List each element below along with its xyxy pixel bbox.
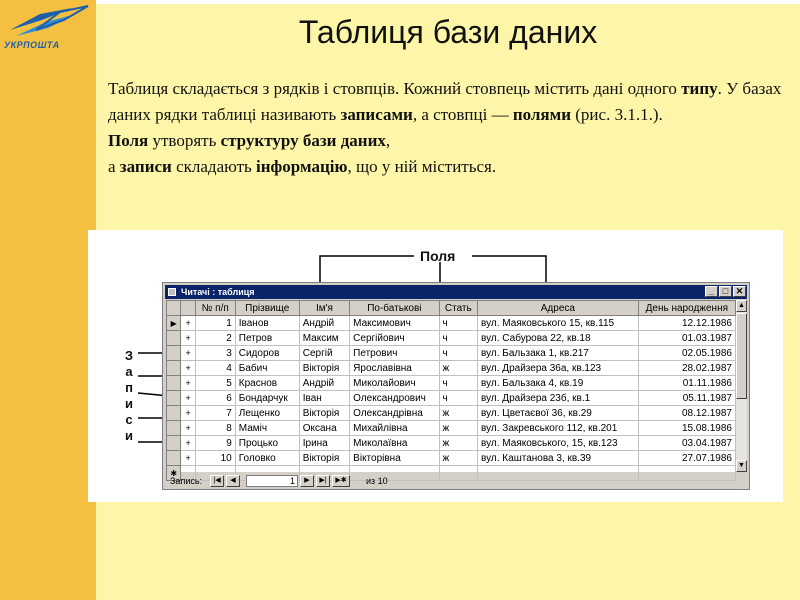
scroll-thumb[interactable] (736, 313, 747, 399)
table-cell[interactable]: ч (439, 331, 478, 346)
row-selector[interactable] (167, 376, 181, 391)
new-record-button[interactable]: ▶✱ (332, 475, 350, 487)
table-row[interactable] (167, 406, 736, 421)
table-cell[interactable]: вул. Цветаєвої 36, кв.29 (478, 406, 639, 421)
table-cell[interactable]: Вікторівна (350, 451, 439, 466)
column-header[interactable]: День народження (638, 301, 735, 316)
row-selector-header[interactable] (167, 301, 181, 316)
expand-icon[interactable]: + (181, 436, 195, 451)
records-table (166, 300, 736, 481)
column-header[interactable]: Стать (439, 301, 478, 316)
paragraph-3 (108, 154, 788, 180)
expand-icon[interactable]: + (181, 406, 195, 421)
table-cell[interactable]: вул. Бальзака 1, кв.217 (478, 346, 639, 361)
minimize-button[interactable]: _ (705, 286, 718, 297)
column-header[interactable]: № п/п (195, 301, 235, 316)
paragraph3-segment: , що у ній міститься. (347, 157, 497, 176)
records-label-letter: З (124, 348, 134, 363)
slide-title: Таблиця бази даних (298, 14, 598, 50)
new-record-marker[interactable]: ✱ (167, 466, 181, 481)
paragraph-2 (108, 128, 788, 154)
close-button[interactable]: ✕ (733, 286, 746, 297)
current-record-input[interactable]: 1 (246, 475, 298, 487)
table-cell[interactable]: Оксана (299, 421, 349, 436)
table-cell[interactable]: ч (439, 376, 478, 391)
expand-icon[interactable]: + (181, 451, 195, 466)
paragraph3-segment: записи (119, 157, 172, 176)
records-label-letter: и (125, 396, 133, 411)
table-cell[interactable]: Андрій (299, 376, 349, 391)
table-cell[interactable]: Краснов (235, 376, 299, 391)
records-label-letter: и (125, 428, 133, 443)
table-cell[interactable]: ж (439, 361, 478, 376)
table-cell[interactable]: 08.12.1987 (638, 406, 735, 421)
table-cell[interactable]: вул. Сабурова 22, кв.18 (478, 331, 639, 346)
table-cell[interactable]: Процько (235, 436, 299, 451)
records-label-letter: а (125, 364, 133, 379)
records-label (122, 348, 136, 444)
table-cell[interactable]: вул. Драйзера 36а, кв.123 (478, 361, 639, 376)
last-record-button[interactable]: ▶| (316, 475, 330, 487)
datasheet-grid (166, 300, 736, 478)
expand-icon[interactable]: + (181, 331, 195, 346)
table-cell[interactable]: 7 (195, 406, 235, 421)
table-cell[interactable]: ж (439, 436, 478, 451)
table-cell[interactable]: 1 (195, 316, 235, 331)
table-cell[interactable]: ж (439, 451, 478, 466)
table-cell[interactable]: Вікторія (299, 361, 349, 376)
table-cell[interactable]: Вікторія (299, 451, 349, 466)
table-cell[interactable]: Миколайович (350, 376, 439, 391)
row-selector[interactable]: ▶ (167, 316, 181, 331)
table-row[interactable] (167, 391, 736, 406)
table-cell[interactable]: Головко (235, 451, 299, 466)
table-cell[interactable]: Ірина (299, 436, 349, 451)
table-cell[interactable]: Олександрович (350, 391, 439, 406)
table-cell[interactable]: Вікторія (299, 406, 349, 421)
table-cell[interactable]: 03.04.1987 (638, 436, 735, 451)
table-cell[interactable]: 5 (195, 376, 235, 391)
table-cell[interactable]: ч (439, 346, 478, 361)
expander-header (181, 301, 195, 316)
table-cell[interactable]: 2 (195, 331, 235, 346)
column-header[interactable]: Прізвище (235, 301, 299, 316)
row-selector[interactable] (167, 421, 181, 436)
paragraph1-segment: типу (681, 79, 718, 98)
table-cell[interactable]: Михайлівна (350, 421, 439, 436)
column-header[interactable]: Адреса (478, 301, 639, 316)
row-selector[interactable] (167, 331, 181, 346)
table-cell[interactable]: Сергійович (350, 331, 439, 346)
record-navigator (166, 474, 746, 488)
row-selector[interactable] (167, 391, 181, 406)
table-cell[interactable]: Петрович (350, 346, 439, 361)
table-cell[interactable]: 10 (195, 451, 235, 466)
records-label-letter: п (125, 380, 133, 395)
vertical-scrollbar[interactable] (736, 300, 747, 472)
table-cell[interactable]: 6 (195, 391, 235, 406)
table-cell[interactable]: вул. Маяковського 15, кв.115 (478, 316, 639, 331)
table-row[interactable] (167, 376, 736, 391)
paragraph1-segment: , а стовпці — (412, 105, 513, 124)
paragraph3-segment: інформацію (256, 157, 348, 176)
table-cell[interactable]: 15.08.1986 (638, 421, 735, 436)
table-icon (168, 288, 176, 296)
paragraph-1 (108, 76, 788, 128)
table-cell[interactable]: Сидоров (235, 346, 299, 361)
record-count: из 10 (366, 476, 388, 486)
table-cell[interactable]: Лещенко (235, 406, 299, 421)
table-cell[interactable]: Іван (299, 391, 349, 406)
table-cell[interactable]: ж (439, 406, 478, 421)
table-cell[interactable]: вул. Бальзака 4, кв.19 (478, 376, 639, 391)
column-header[interactable]: Ім'я (299, 301, 349, 316)
left-accent-bar (0, 0, 96, 600)
record-nav-label: Запись: (170, 476, 203, 486)
paragraph2-segment: структуру бази даних (220, 131, 386, 150)
first-record-button[interactable]: |◀ (210, 475, 224, 487)
paragraph3-segment: а (108, 157, 120, 176)
table-cell[interactable]: 9 (195, 436, 235, 451)
table-cell[interactable]: Ярославівна (350, 361, 439, 376)
expand-icon[interactable]: + (181, 361, 195, 376)
paragraph2-segment: , (385, 131, 391, 150)
window-title: Читачі : таблиця (181, 287, 255, 297)
table-cell[interactable]: вул. Маяковського, 15, кв.123 (478, 436, 639, 451)
expand-icon[interactable]: + (181, 376, 195, 391)
paragraph2-segment: утворять (148, 131, 221, 150)
table-cell[interactable]: Петров (235, 331, 299, 346)
table-cell[interactable]: Бондарчук (235, 391, 299, 406)
paragraph1-segment: Таблиця складається з рядків і стовпців. Кожний стовпець містить дані одного (108, 79, 682, 98)
header-row (167, 301, 736, 316)
row-selector[interactable] (167, 346, 181, 361)
table-cell[interactable]: 27.07.1986 (638, 451, 735, 466)
table-cell[interactable]: 12.12.1986 (638, 316, 735, 331)
logo-text: УКРПОШТА (4, 40, 60, 50)
table-cell[interactable]: 01.11.1986 (638, 376, 735, 391)
table-cell[interactable]: ч (439, 391, 478, 406)
table-cell[interactable]: Миколаївна (350, 436, 439, 451)
expand-icon[interactable]: + (181, 391, 195, 406)
table-cell[interactable]: Олександрівна (350, 406, 439, 421)
table-cell[interactable]: Максим (299, 331, 349, 346)
table-cell[interactable]: Бабич (235, 361, 299, 376)
row-selector[interactable] (167, 361, 181, 376)
access-table-window (162, 282, 750, 490)
expand-icon[interactable]: + (181, 346, 195, 361)
table-row[interactable] (167, 451, 736, 466)
row-selector[interactable] (167, 406, 181, 421)
prev-record-button[interactable]: ◀ (226, 475, 240, 487)
row-selector[interactable] (167, 436, 181, 451)
table-row[interactable] (167, 436, 736, 451)
table-cell[interactable]: 3 (195, 346, 235, 361)
paragraph1-segment: полями (512, 105, 572, 124)
table-cell[interactable]: 8 (195, 421, 235, 436)
table-cell[interactable]: 01.03.1987 (638, 331, 735, 346)
paragraph1-segment: . У базах даних рядки таблиці називають (108, 79, 782, 124)
expand-icon[interactable]: + (181, 316, 195, 331)
table-cell[interactable]: ж (439, 421, 478, 436)
records-label-letter: с (125, 412, 133, 427)
table-cell[interactable]: 4 (195, 361, 235, 376)
window-titlebar[interactable] (165, 285, 747, 299)
paragraph1-segment: (рис. 3.1.1.). (571, 105, 663, 124)
paragraph3-segment: складають (171, 157, 257, 176)
table-row[interactable] (167, 361, 736, 376)
table-cell[interactable]: вул. Каштанова 3, кв.39 (478, 451, 639, 466)
scroll-down-icon[interactable]: ▼ (736, 460, 747, 472)
table-cell[interactable]: Іванов (235, 316, 299, 331)
table-cell[interactable]: ч (439, 316, 478, 331)
table-row[interactable] (167, 331, 736, 346)
scroll-up-icon[interactable]: ▲ (736, 300, 747, 312)
body-text (108, 76, 788, 180)
expand-icon[interactable]: + (181, 421, 195, 436)
column-header[interactable]: По-батькові (350, 301, 439, 316)
table-row[interactable] (167, 421, 736, 436)
table-cell[interactable]: Маміч (235, 421, 299, 436)
table-cell[interactable]: вул. Драйзера 23б, кв.1 (478, 391, 639, 406)
row-selector[interactable] (167, 451, 181, 466)
top-strip (96, 0, 800, 4)
paragraph2-segment: Поля (108, 131, 149, 150)
table-cell[interactable]: вул. Закревського 112, кв.201 (478, 421, 639, 436)
table-cell[interactable]: Андрій (299, 316, 349, 331)
table-cell[interactable]: 28.02.1987 (638, 361, 735, 376)
maximize-button[interactable]: □ (719, 286, 732, 297)
table-cell[interactable]: 05.11.1987 (638, 391, 735, 406)
fields-label: Поля (420, 248, 456, 264)
table-cell[interactable]: 02.05.1986 (638, 346, 735, 361)
table-row[interactable] (167, 346, 736, 361)
table-cell[interactable]: Максимович (350, 316, 439, 331)
table-cell[interactable]: Сергій (299, 346, 349, 361)
next-record-button[interactable]: ▶ (300, 475, 314, 487)
paragraph1-segment: записами (340, 105, 413, 124)
table-row[interactable] (167, 316, 736, 331)
